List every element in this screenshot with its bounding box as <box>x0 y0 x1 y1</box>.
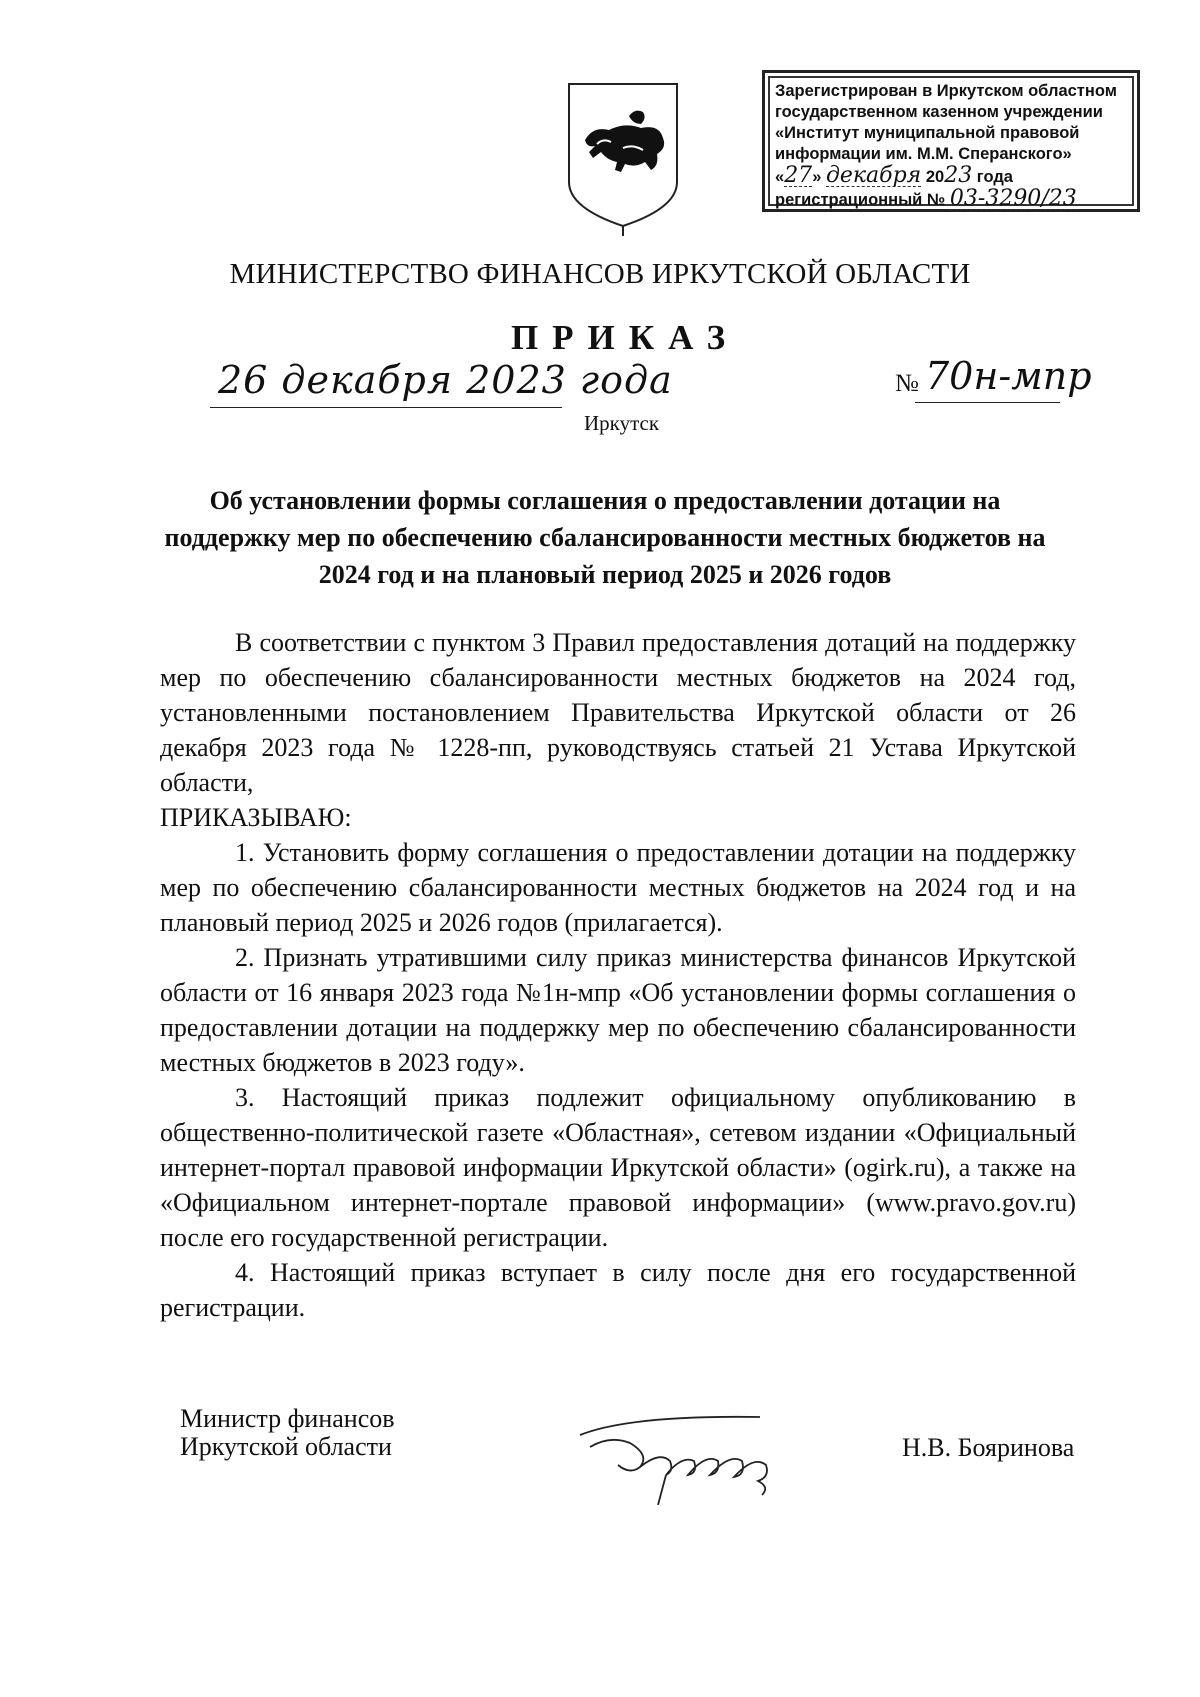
order-item: 1. Установить форму соглашения о предоставлении дотации на поддержку мер по обеспечению сбалансированности местных бюджетов на 2024 год и на плановый период 2025 и 2026 годов (прилагается). <box>160 838 1076 937</box>
stamp-reg-number: 03-3290/23 <box>949 186 1077 211</box>
stamp-year-prefix: 20 <box>925 168 945 186</box>
document-type: ПРИКАЗ <box>510 318 740 357</box>
order-word: ПРИКАЗЫВАЮ: <box>160 803 352 832</box>
stamp-year-word: года <box>976 168 1013 186</box>
stamp-date-line: «27» декабря 2023 года <box>775 163 1013 188</box>
stamp-year-suffix: 23 <box>944 163 973 188</box>
stamp-line: информации им. М.М. Сперанского» <box>775 145 1072 163</box>
handwritten-number: 70н-мпр <box>925 354 1092 398</box>
coat-of-arms-icon <box>563 78 683 238</box>
stamp-reg-label: регистрационный № <box>775 191 946 209</box>
position-line: Иркутской области <box>180 1432 392 1461</box>
date-underline <box>210 407 562 408</box>
stamp-reg-line <box>775 188 1127 211</box>
stamp-month: декабря <box>825 163 922 188</box>
signatory-position <box>180 1405 395 1461</box>
order-item: 3. Настоящий приказ подлежит официальному опубликованию в общественно-политической газете «Областная», сетевом издании «Официальный интернет-портал правовой информации Иркутской области» (ogirk.ru), а также на «Официальном интернет-портале правовой информации» (www.pravo.gov.ru) после его государственной регистрации. <box>160 1083 1076 1252</box>
registration-stamp <box>762 70 1140 212</box>
document-body <box>160 625 1076 1325</box>
stamp-line: «Институт муниципальной правовой <box>775 124 1080 142</box>
handwritten-signature <box>570 1395 820 1505</box>
stamp-line: Зарегистрирован в Иркутском областном <box>775 82 1117 100</box>
stamp-line: государственном казенном учреждении <box>775 103 1103 121</box>
handwritten-date: 26 декабря 2023 года <box>218 358 673 402</box>
number-label: № <box>895 370 919 397</box>
stamp-day: 27 <box>784 163 813 188</box>
preamble: В соответствии с пунктом 3 Правил предоставления дотаций на поддержку мер по обеспечению сбалансированности местных бюджетов на 2024 год, установленными постановлением Правительства Иркутской области от 26 декабря 2023 года № 1228-пп, руководствуясь статьей 21 Устава Иркутской области, <box>160 628 1076 797</box>
position-line: Министр финансов <box>180 1404 395 1433</box>
city: Иркутск <box>584 411 660 435</box>
signatory-name: Н.В. Бояринова <box>902 1433 1075 1462</box>
ministry-name: МИНИСТЕРСТВО ФИНАНСОВ ИРКУТСКОЙ ОБЛАСТИ <box>229 258 971 290</box>
order-item: 4. Настоящий приказ вступает в силу после дня его государственной регистрации. <box>160 1258 1076 1322</box>
order-item: 2. Признать утратившими силу приказ министерства финансов Иркутской области от 16 января 2023 года №1н-мпр «Об установлении формы соглашения о предоставлении дотации на поддержку мер по обеспечению сбалансированности местных бюджетов в 2023 году». <box>160 943 1076 1077</box>
document-title: Об установлении формы соглашения о предоставлении дотации на поддержку мер по обеспечению сбалансированности местных бюджетов на 2024 год и на плановый период 2025 и 2026 годов <box>164 486 1046 589</box>
number-underline <box>915 402 1060 403</box>
